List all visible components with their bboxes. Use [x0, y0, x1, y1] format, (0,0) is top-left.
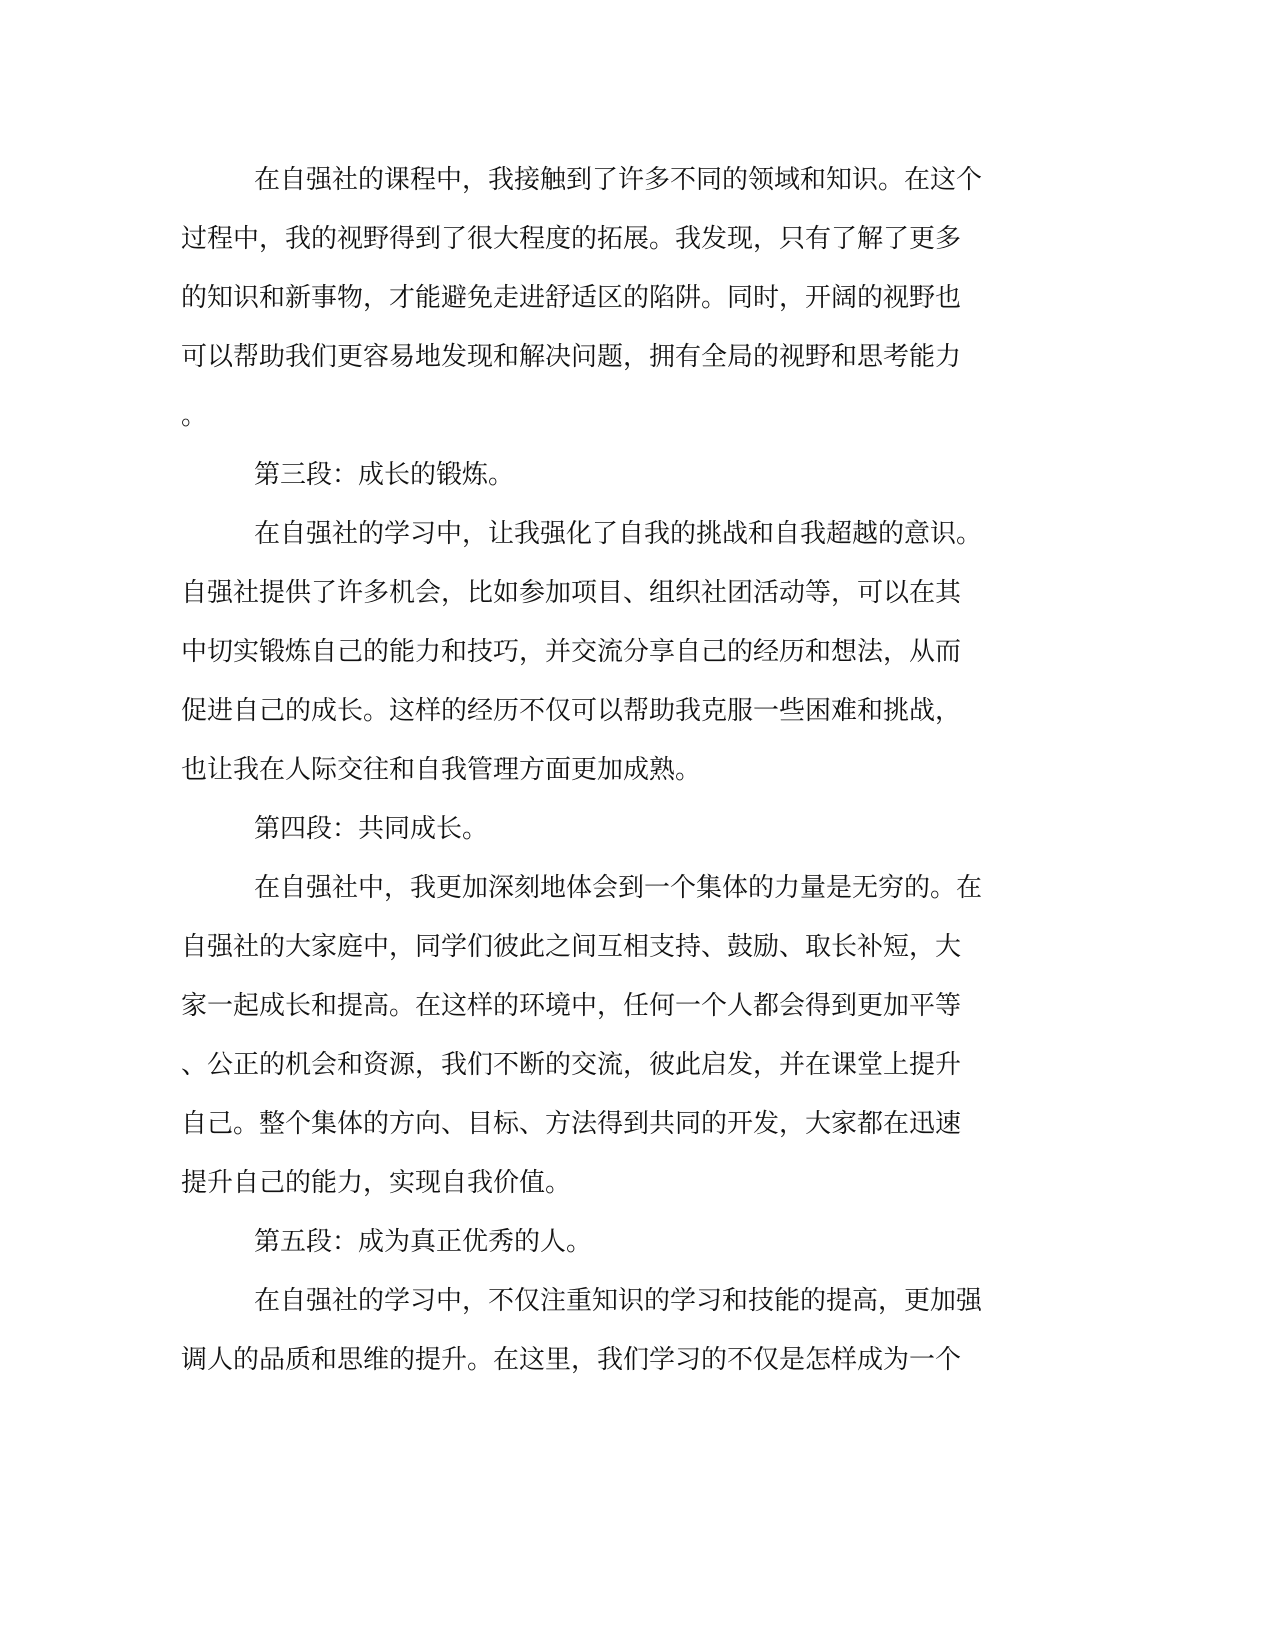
- paragraph-line: 中切实锻炼自己的能力和技巧，并交流分享自己的经历和想法，从而: [181, 637, 962, 667]
- paragraph-line: 提升自己的能力，实现自我价值。: [181, 1168, 572, 1198]
- paragraph-line: 在自强社中，我更加深刻地体会到一个集体的力量是无穷的。在: [254, 873, 983, 903]
- document-body: [181, 0, 1041, 1650]
- paragraph-line: 家一起成长和提高。在这样的环境中，任何一个人都会得到更加平等: [181, 991, 962, 1021]
- paragraph-line: 在自强社的学习中，让我强化了自我的挑战和自我超越的意识。: [254, 519, 983, 549]
- paragraph-line: 在自强社的课程中，我接触到了许多不同的领域和知识。在这个: [254, 165, 983, 195]
- paragraph-line: 促进自己的成长。这样的经历不仅可以帮助我克服一些困难和挑战，: [181, 696, 962, 726]
- section-heading: 第三段：成长的锻炼。: [254, 460, 515, 490]
- section-heading: 第四段：共同成长。: [254, 814, 489, 844]
- paragraph-line: 过程中，我的视野得到了很大程度的拓展。我发现，只有了解了更多: [181, 224, 962, 254]
- paragraph-line: 自己。整个集体的方向、目标、方法得到共同的开发，大家都在迅速: [181, 1109, 962, 1139]
- paragraph-line: 的知识和新事物，才能避免走进舒适区的陷阱。同时，开阔的视野也: [181, 283, 962, 313]
- section-heading: 第五段：成为真正优秀的人。: [254, 1227, 593, 1257]
- paragraph-line: 、公正的机会和资源，我们不断的交流，彼此启发，并在课堂上提升: [181, 1050, 962, 1080]
- paragraph-line: 自强社的大家庭中，同学们彼此之间互相支持、鼓励、取长补短，大: [181, 932, 962, 962]
- paragraph-line: 自强社提供了许多机会，比如参加项目、组织社团活动等，可以在其: [181, 578, 962, 608]
- paragraph-line: 也让我在人际交往和自我管理方面更加成熟。: [181, 755, 702, 785]
- paragraph-line: 。: [181, 401, 208, 431]
- paragraph-line: 在自强社的学习中，不仅注重知识的学习和技能的提高，更加强: [254, 1286, 983, 1316]
- paragraph-line: 可以帮助我们更容易地发现和解决问题，拥有全局的视野和思考能力: [181, 342, 962, 372]
- paragraph-line: 调人的品质和思维的提升。在这里，我们学习的不仅是怎样成为一个: [181, 1345, 962, 1375]
